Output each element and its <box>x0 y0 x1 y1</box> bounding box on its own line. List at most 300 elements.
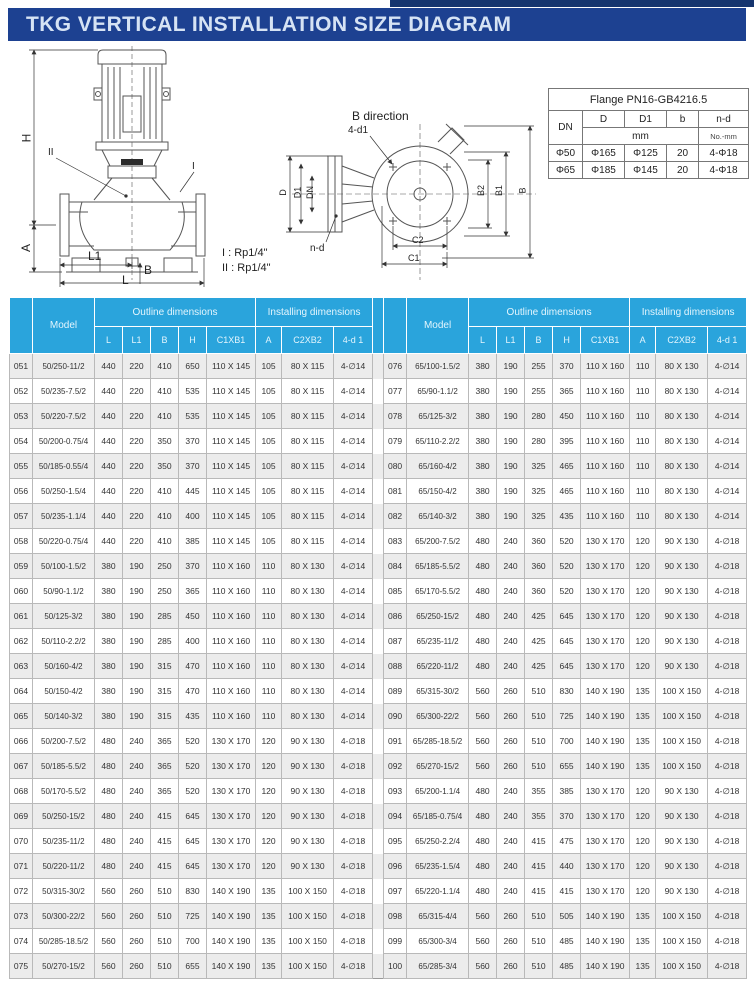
model-cell: 65/235-1.5/4 <box>407 854 469 879</box>
dim-cell: 4-∅14 <box>708 454 747 479</box>
dim-cell: 80 X 130 <box>282 704 334 729</box>
dim-cell: 260 <box>497 729 525 754</box>
flange-table <box>548 88 749 179</box>
dim-cell: 435 <box>553 504 581 529</box>
dim-cell: 535 <box>179 404 207 429</box>
spec-table <box>9 297 747 979</box>
dim-cell: 135 <box>256 879 282 904</box>
dim-cell: 240 <box>497 854 525 879</box>
row-number: 051 <box>10 354 33 379</box>
table-gutter <box>373 379 384 404</box>
dim-cell: 360 <box>525 554 553 579</box>
dim-cell: 120 <box>256 854 282 879</box>
dim-cell: 190 <box>123 604 151 629</box>
dim-cell: 80 X 130 <box>282 679 334 704</box>
model-cell: 65/200-7.5/2 <box>407 529 469 554</box>
dim-cell: 80 X 130 <box>656 404 708 429</box>
dim-cell: 510 <box>525 679 553 704</box>
table-row <box>10 579 747 604</box>
dim-cell: 110 X 160 <box>581 354 630 379</box>
model-cell: 50/300-22/2 <box>33 904 95 929</box>
dim-cell: 440 <box>95 404 123 429</box>
dim-cell: 105 <box>256 379 282 404</box>
dim-cell: 240 <box>123 754 151 779</box>
dim-cell: 190 <box>123 679 151 704</box>
dim-cell: 4-∅18 <box>708 554 747 579</box>
dim-cell: 655 <box>179 954 207 979</box>
dim-cell: 240 <box>497 779 525 804</box>
dim-cell: 380 <box>95 604 123 629</box>
dim-cell: 285 <box>151 629 179 654</box>
dim-cell: 190 <box>123 704 151 729</box>
dim-cell: 110 <box>256 704 282 729</box>
model-cell: 50/235-11/2 <box>33 829 95 854</box>
dim-cell: 220 <box>123 454 151 479</box>
dim-label-C2: C2 <box>412 235 424 245</box>
row-number: 080 <box>384 454 407 479</box>
model-cell: 65/90-1.1/2 <box>407 379 469 404</box>
dim-cell: 110 X 160 <box>207 554 256 579</box>
model-cell: 65/100-1.5/2 <box>407 354 469 379</box>
dim-cell: 370 <box>553 354 581 379</box>
col-L1-right: L1 <box>497 327 525 354</box>
dim-cell: 380 <box>469 454 497 479</box>
model-cell: 50/250-11/2 <box>33 354 95 379</box>
dim-cell: 480 <box>469 879 497 904</box>
dim-cell: 380 <box>469 354 497 379</box>
spec-table-body <box>10 354 747 979</box>
dim-cell: 100 X 150 <box>282 954 334 979</box>
dim-cell: 190 <box>123 629 151 654</box>
dim-cell: 110 <box>630 404 656 429</box>
flange-cell: Φ185 <box>583 162 625 179</box>
dim-cell: 4-∅18 <box>708 704 747 729</box>
dim-cell: 120 <box>256 804 282 829</box>
model-cell: 50/170-5.5/2 <box>33 779 95 804</box>
dim-cell: 130 X 170 <box>581 854 630 879</box>
dim-cell: 100 X 150 <box>656 904 708 929</box>
dim-cell: 280 <box>525 429 553 454</box>
dim-cell: 410 <box>151 354 179 379</box>
dim-cell: 480 <box>469 529 497 554</box>
dim-cell: 80 X 130 <box>282 654 334 679</box>
dim-cell: 190 <box>497 479 525 504</box>
model-cell: 50/125-3/2 <box>33 604 95 629</box>
dim-cell: 4-∅14 <box>708 429 747 454</box>
top-accent-strip <box>390 0 754 7</box>
dim-cell: 4-∅18 <box>334 954 373 979</box>
row-number: 084 <box>384 554 407 579</box>
header-index-right <box>384 298 407 354</box>
dim-cell: 410 <box>151 529 179 554</box>
dim-cell: 90 X 130 <box>656 879 708 904</box>
dim-cell: 395 <box>553 429 581 454</box>
dim-cell: 135 <box>630 929 656 954</box>
dim-cell: 325 <box>525 454 553 479</box>
dim-cell: 510 <box>525 704 553 729</box>
dim-cell: 80 X 130 <box>282 579 334 604</box>
row-number: 071 <box>10 854 33 879</box>
model-cell: 65/315-30/2 <box>407 679 469 704</box>
dim-cell: 560 <box>469 954 497 979</box>
dim-cell: 110 <box>256 679 282 704</box>
dim-cell: 80 X 130 <box>282 604 334 629</box>
dim-cell: 645 <box>553 604 581 629</box>
dim-cell: 485 <box>553 954 581 979</box>
table-row <box>10 379 747 404</box>
dim-cell: 110 X 160 <box>581 479 630 504</box>
dim-cell: 480 <box>469 779 497 804</box>
dim-cell: 220 <box>123 479 151 504</box>
dim-cell: 425 <box>525 629 553 654</box>
dim-cell: 470 <box>179 679 207 704</box>
model-cell: 65/285-18.5/2 <box>407 729 469 754</box>
dim-cell: 120 <box>630 529 656 554</box>
dim-cell: 140 X 190 <box>581 929 630 954</box>
dim-cell: 110 X 160 <box>581 454 630 479</box>
dim-cell: 415 <box>525 879 553 904</box>
header-model-right: Model <box>407 298 469 354</box>
dim-cell: 110 X 145 <box>207 504 256 529</box>
page-title: TKG VERTICAL INSTALLATION SIZE DIAGRAM <box>26 12 512 36</box>
dim-cell: 240 <box>497 529 525 554</box>
row-number: 068 <box>10 779 33 804</box>
dim-cell: 110 X 160 <box>581 504 630 529</box>
col-H-left: H <box>179 327 207 354</box>
dim-cell: 220 <box>123 379 151 404</box>
dim-cell: 4-∅18 <box>708 654 747 679</box>
dim-cell: 90 X 130 <box>656 779 708 804</box>
dim-cell: 560 <box>469 904 497 929</box>
dim-label-A: A <box>19 243 34 253</box>
dim-cell: 560 <box>469 704 497 729</box>
dim-cell: 510 <box>151 904 179 929</box>
col-C2XB2-left: C2XB2 <box>282 327 334 354</box>
dim-cell: 140 X 190 <box>581 754 630 779</box>
dim-cell: 90 X 130 <box>656 629 708 654</box>
dim-cell: 135 <box>630 954 656 979</box>
dim-cell: 80 X 130 <box>656 354 708 379</box>
dim-cell: 190 <box>497 454 525 479</box>
dim-cell: 4-∅14 <box>334 354 373 379</box>
dim-cell: 645 <box>179 829 207 854</box>
dim-cell: 90 X 130 <box>282 754 334 779</box>
model-cell: 50/140-3/2 <box>33 704 95 729</box>
dim-cell: 110 X 160 <box>207 604 256 629</box>
table-gutter <box>373 504 384 529</box>
model-cell: 50/220-7.5/2 <box>33 404 95 429</box>
dim-cell: 410 <box>151 404 179 429</box>
dim-cell: 350 <box>151 454 179 479</box>
dim-cell: 4-∅18 <box>708 854 747 879</box>
dim-cell: 240 <box>123 779 151 804</box>
dim-cell: 130 X 170 <box>581 629 630 654</box>
row-number: 064 <box>10 679 33 704</box>
dim-label-D: D <box>277 189 288 196</box>
dim-cell: 440 <box>95 379 123 404</box>
dim-cell: 135 <box>256 904 282 929</box>
dim-cell: 105 <box>256 454 282 479</box>
table-gutter <box>373 579 384 604</box>
dim-cell: 100 X 150 <box>656 754 708 779</box>
dim-cell: 480 <box>469 579 497 604</box>
dim-cell: 90 X 130 <box>282 729 334 754</box>
dim-cell: 140 X 190 <box>207 929 256 954</box>
dim-cell: 380 <box>95 704 123 729</box>
dim-cell: 380 <box>469 404 497 429</box>
row-number: 089 <box>384 679 407 704</box>
dim-cell: 105 <box>256 504 282 529</box>
dim-cell: 100 X 150 <box>282 904 334 929</box>
table-row <box>10 729 747 754</box>
dim-cell: 4-∅14 <box>334 704 373 729</box>
table-gutter <box>373 404 384 429</box>
model-cell: 50/185-5.5/2 <box>33 754 95 779</box>
dim-cell: 80 X 115 <box>282 479 334 504</box>
dim-cell: 140 X 190 <box>581 954 630 979</box>
dim-cell: 100 X 150 <box>656 729 708 754</box>
dim-cell: 80 X 130 <box>656 429 708 454</box>
dim-cell: 190 <box>497 404 525 429</box>
model-cell: 50/235-1.1/4 <box>33 504 95 529</box>
dim-cell: 240 <box>123 854 151 879</box>
dim-cell: 130 X 170 <box>581 529 630 554</box>
dim-cell: 655 <box>553 754 581 779</box>
dim-cell: 520 <box>179 754 207 779</box>
dim-cell: 4-∅18 <box>708 529 747 554</box>
dim-cell: 4-∅18 <box>334 879 373 904</box>
dim-cell: 80 X 115 <box>282 354 334 379</box>
flange-cell: Φ125 <box>625 145 667 162</box>
dim-cell: 325 <box>525 479 553 504</box>
model-cell: 50/150-4/2 <box>33 679 95 704</box>
dim-cell: 560 <box>95 929 123 954</box>
table-row <box>10 954 747 979</box>
row-number: 098 <box>384 904 407 929</box>
dim-cell: 260 <box>497 704 525 729</box>
dim-cell: 4-∅18 <box>334 804 373 829</box>
dim-cell: 110 <box>630 504 656 529</box>
dim-cell: 480 <box>95 804 123 829</box>
row-number: 052 <box>10 379 33 404</box>
dim-cell: 510 <box>151 879 179 904</box>
dim-cell: 220 <box>123 429 151 454</box>
dim-cell: 90 X 130 <box>656 804 708 829</box>
dim-cell: 110 X 160 <box>581 404 630 429</box>
dim-cell: 380 <box>469 504 497 529</box>
dim-cell: 4-∅18 <box>708 754 747 779</box>
dim-cell: 80 X 115 <box>282 429 334 454</box>
row-number: 091 <box>384 729 407 754</box>
model-cell: 65/160-4/2 <box>407 454 469 479</box>
table-row <box>10 629 747 654</box>
row-number: 086 <box>384 604 407 629</box>
dim-cell: 260 <box>123 879 151 904</box>
dim-cell: 105 <box>256 404 282 429</box>
dim-cell: 105 <box>256 479 282 504</box>
dim-cell: 90 X 130 <box>656 529 708 554</box>
dim-cell: 415 <box>151 804 179 829</box>
dim-cell: 645 <box>179 804 207 829</box>
dim-cell: 440 <box>95 454 123 479</box>
table-row <box>10 654 747 679</box>
dim-cell: 240 <box>497 879 525 904</box>
dim-label-C1: C1 <box>408 253 420 263</box>
dim-cell: 465 <box>553 454 581 479</box>
dim-cell: 645 <box>179 854 207 879</box>
table-row <box>10 904 747 929</box>
model-cell: 50/110-2.2/2 <box>33 629 95 654</box>
dim-cell: 4-∅18 <box>708 679 747 704</box>
dim-cell: 4-∅14 <box>334 579 373 604</box>
dim-cell: 120 <box>630 879 656 904</box>
col-4d1-left: 4-d 1 <box>334 327 373 354</box>
dim-cell: 80 X 130 <box>656 454 708 479</box>
row-number: 095 <box>384 829 407 854</box>
row-number: 072 <box>10 879 33 904</box>
model-cell: 65/200-1.1/4 <box>407 779 469 804</box>
table-row <box>10 404 747 429</box>
dim-cell: 425 <box>525 604 553 629</box>
dim-cell: 4-∅14 <box>334 479 373 504</box>
dim-cell: 110 X 145 <box>207 429 256 454</box>
flange-cell: Φ165 <box>583 145 625 162</box>
table-gutter <box>373 454 384 479</box>
note-line-1: I : Rp1/4" <box>222 247 268 259</box>
table-row <box>10 804 747 829</box>
dim-cell: 135 <box>256 929 282 954</box>
table-row <box>10 604 747 629</box>
dim-cell: 4-∅14 <box>334 379 373 404</box>
dim-cell: 135 <box>630 904 656 929</box>
model-cell: 65/270-15/2 <box>407 754 469 779</box>
dim-label-L: L <box>122 273 129 287</box>
model-cell: 50/235-7.5/2 <box>33 379 95 404</box>
dim-cell: 560 <box>469 729 497 754</box>
row-number: 070 <box>10 829 33 854</box>
dim-cell: 505 <box>553 904 581 929</box>
dim-cell: 130 X 170 <box>581 779 630 804</box>
dim-cell: 700 <box>553 729 581 754</box>
note-line-2: II : Rp1/4" <box>222 262 271 274</box>
dim-cell: 480 <box>469 829 497 854</box>
dim-cell: 260 <box>497 754 525 779</box>
dim-cell: 110 <box>256 654 282 679</box>
table-gutter <box>373 879 384 904</box>
dim-cell: 450 <box>179 604 207 629</box>
dim-cell: 480 <box>95 779 123 804</box>
dim-cell: 520 <box>179 779 207 804</box>
dim-cell: 480 <box>469 554 497 579</box>
model-cell: 65/300-22/2 <box>407 704 469 729</box>
dim-cell: 380 <box>469 479 497 504</box>
dim-cell: 90 X 130 <box>282 829 334 854</box>
front-view-drawing <box>10 46 235 296</box>
dim-cell: 4-∅18 <box>708 879 747 904</box>
model-cell: 65/170-5.5/2 <box>407 579 469 604</box>
flange-cell: 20 <box>667 162 699 179</box>
dim-cell: 240 <box>497 804 525 829</box>
dim-cell: 190 <box>123 554 151 579</box>
dim-cell: 315 <box>151 679 179 704</box>
dim-cell: 100 X 150 <box>656 954 708 979</box>
col-C1XB1-right: C1XB1 <box>581 327 630 354</box>
flange-col-d1: D1 <box>625 111 667 128</box>
dim-cell: 240 <box>497 629 525 654</box>
flange-cell: 4-Φ18 <box>699 162 749 179</box>
dim-cell: 415 <box>151 829 179 854</box>
dim-cell: 140 X 190 <box>207 904 256 929</box>
dim-cell: 370 <box>179 429 207 454</box>
table-row <box>10 829 747 854</box>
dim-cell: 4-∅18 <box>708 829 747 854</box>
dim-cell: 90 X 130 <box>282 779 334 804</box>
dim-cell: 510 <box>525 729 553 754</box>
dim-cell: 450 <box>553 404 581 429</box>
dim-cell: 560 <box>95 904 123 929</box>
dim-label-D1: D1 <box>292 186 303 199</box>
dim-cell: 380 <box>469 429 497 454</box>
dim-cell: 360 <box>525 579 553 604</box>
dim-cell: 410 <box>151 479 179 504</box>
header-model-left: Model <box>33 298 95 354</box>
dim-cell: 240 <box>497 604 525 629</box>
dim-cell: 4-∅14 <box>334 504 373 529</box>
dim-cell: 110 X 145 <box>207 529 256 554</box>
flange-col-dn: DN <box>549 111 583 145</box>
dim-cell: 370 <box>553 804 581 829</box>
dim-cell: 385 <box>179 529 207 554</box>
dim-label-B: B <box>144 263 153 277</box>
dim-cell: 130 X 170 <box>581 804 630 829</box>
dim-cell: 560 <box>95 879 123 904</box>
dim-label-L1: L1 <box>88 249 102 263</box>
dim-cell: 4-∅18 <box>708 904 747 929</box>
table-row <box>10 479 747 504</box>
row-number: 085 <box>384 579 407 604</box>
dim-cell: 110 <box>256 604 282 629</box>
dim-cell: 80 X 115 <box>282 454 334 479</box>
dim-cell: 350 <box>151 429 179 454</box>
dim-cell: 110 X 160 <box>581 429 630 454</box>
dim-cell: 480 <box>95 854 123 879</box>
model-cell: 50/185-0.55/4 <box>33 454 95 479</box>
dim-cell: 830 <box>179 879 207 904</box>
row-number: 056 <box>10 479 33 504</box>
dim-cell: 520 <box>553 579 581 604</box>
dim-cell: 4-∅18 <box>708 629 747 654</box>
table-row <box>10 679 747 704</box>
model-cell: 65/235-11/2 <box>407 629 469 654</box>
dim-cell: 80 X 130 <box>282 554 334 579</box>
row-number: 067 <box>10 754 33 779</box>
dim-cell: 130 X 170 <box>581 554 630 579</box>
dim-cell: 4-∅18 <box>708 779 747 804</box>
dim-cell: 120 <box>256 754 282 779</box>
model-cell: 65/250-15/2 <box>407 604 469 629</box>
flange-col-nd: n-d <box>699 111 749 128</box>
dim-cell: 190 <box>497 354 525 379</box>
dim-cell: 140 X 190 <box>581 729 630 754</box>
dim-cell: 480 <box>469 854 497 879</box>
row-number: 082 <box>384 504 407 529</box>
dim-cell: 440 <box>95 429 123 454</box>
dim-cell: 380 <box>95 654 123 679</box>
dim-cell: 90 X 130 <box>656 579 708 604</box>
table-gutter <box>373 554 384 579</box>
dim-cell: 400 <box>179 504 207 529</box>
dim-cell: 560 <box>469 929 497 954</box>
